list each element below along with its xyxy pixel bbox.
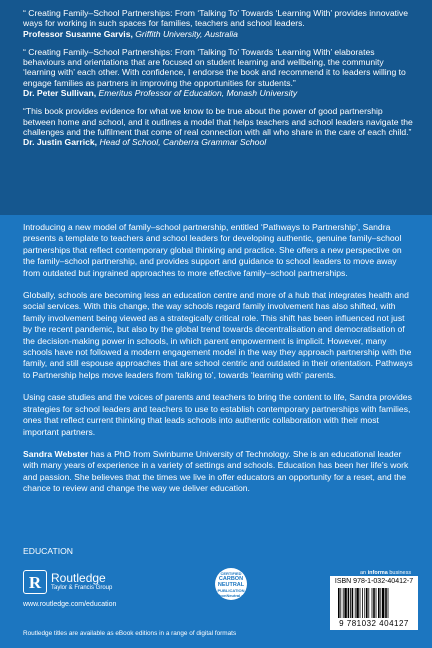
endorsement-author: Dr. Justin Garrick bbox=[23, 137, 95, 148]
carbon-line4: PUBLICATION bbox=[217, 587, 245, 593]
endorsement-attribution: Dr. Peter Sullivan, Emeritus Professor of Education, Monash University bbox=[23, 88, 298, 99]
endorsement-attribution: Dr. Justin Garrick, Head of School, Canberra Grammar School bbox=[23, 137, 267, 148]
endorsement-1 bbox=[23, 8, 415, 39]
author-bio-text: has a PhD from Swinburne University of Technology. She is an educational leader with many years of experience in a variety of settings and schools. Education has been her life’s work and passion. She believes that the times we live in offer educators an opportunity for a reset, and the chance to review and change the way we deliver education. bbox=[23, 448, 409, 494]
endorsement-3 bbox=[23, 106, 415, 147]
author-name: Sandra Webster bbox=[23, 448, 89, 459]
endorsement-affiliation: Head of School, Canberra Grammar School bbox=[99, 137, 267, 148]
description-paragraph: Introducing a new model of family–school partnership, entitled ‘Pathways to Partnership’, Sandra presents a template to teachers and school leaders for developing authentic, genuine family–school partnerships that reflect contemporary global thinking and practice. She offers a new perspective on the family–school partnership, and provides support and guidance to school leaders to move away from outdated but ingrained approaches to more effective family–school partnerships. bbox=[23, 222, 402, 278]
description-paragraph: Globally, schools are becoming less an education centre and more of a hub that integrates health and social services. With this change, the way schools regard family involvement has also shifted, with family involvement being viewed as a strategically critical role. This shift has been influenced not just by the recent pandemic, but also by the global trend towards decentralisation and democratisation of the decision-making power in schools, in which parent empowerment is implicit. However, many schools have not followed a modern engagement model in the way they approach partnership with the family, and still espouse approaches that are school centric and outdated in their orientation. Pathways to Partnership helps move leaders from ‘talking to’, towards ‘learning with’ parents. bbox=[23, 290, 413, 380]
endorsement-author: Professor Susanne Garvis bbox=[23, 28, 131, 39]
description-paragraph: Using case studies and the voices of parents and teachers to bring the content to life, Sandra provides strategies for school leaders and teachers to use to establish contemporary partnerships with families, ones that reflect current thinking that leads schools into authentic collaboration with their most important partners. bbox=[23, 392, 412, 437]
publisher-group: Taylor & Francis Group bbox=[51, 585, 113, 591]
barcode-number: 9 781032 404127 bbox=[339, 619, 409, 628]
endorsement-2 bbox=[23, 47, 415, 98]
endorsement-affiliation: Griffith University, Australia bbox=[135, 28, 238, 39]
carbon-line2: CARBON bbox=[218, 575, 244, 582]
publisher-name: Routledge bbox=[51, 571, 106, 585]
publisher-logo bbox=[23, 570, 112, 594]
carbon-line1: CERTIFIED bbox=[220, 570, 242, 576]
ebook-note: Routledge titles are available as eBook editions in a range of digital formats bbox=[23, 630, 237, 637]
endorsement-text: “This book provides evidence for what we know to be true about the power of good partnership between home and school, and it outlines a model that helps teachers and school leaders navigate the challenges and the fulfilment that come of real connection with all who share in the care of each child.” bbox=[23, 106, 413, 137]
endorsements bbox=[23, 8, 415, 156]
carbon-neutral-badge bbox=[212, 568, 250, 600]
endorsement-author: Dr. Peter Sullivan bbox=[23, 88, 94, 99]
author-bio bbox=[23, 449, 415, 495]
barcode-panel bbox=[330, 576, 418, 630]
endorsement-text: “ Creating Family–School Partnerships: From ‘Talking To’ Towards ‘Learning With’ provides innovative ways for working in such spaces for families, teachers and school leaders. bbox=[23, 8, 408, 29]
publisher-url[interactable]: www.routledge.com/education bbox=[23, 601, 117, 608]
barcode-icon bbox=[338, 588, 410, 618]
book-description bbox=[23, 222, 415, 506]
endorsement-attribution: Professor Susanne Garvis, Griffith University, Australia bbox=[23, 28, 238, 39]
endorsement-affiliation: Emeritus Professor of Education, Monash University bbox=[98, 88, 298, 99]
endorsement-text: “ Creating Family–School Partnerships: From ‘Talking To’ Towards ‘Learning With’ elaborates behaviours and orientations that are focused on student learning and wellbeing, the community ‘learning with’ each other. With confidence, I endorse the book and recommend it to leaders willing to engage families as partners in improving the opportunities for students.” bbox=[23, 46, 406, 88]
carbon-line3: NEUTRAL bbox=[217, 581, 245, 588]
subject-category: EDUCATION bbox=[23, 546, 73, 556]
carbon-line5: CarbonNeutral.com bbox=[212, 592, 250, 598]
informa-tagline: an informa business bbox=[360, 570, 412, 576]
isbn-label: ISBN 978-1-032-40412-7 bbox=[334, 578, 414, 585]
routledge-icon: R bbox=[23, 570, 47, 594]
